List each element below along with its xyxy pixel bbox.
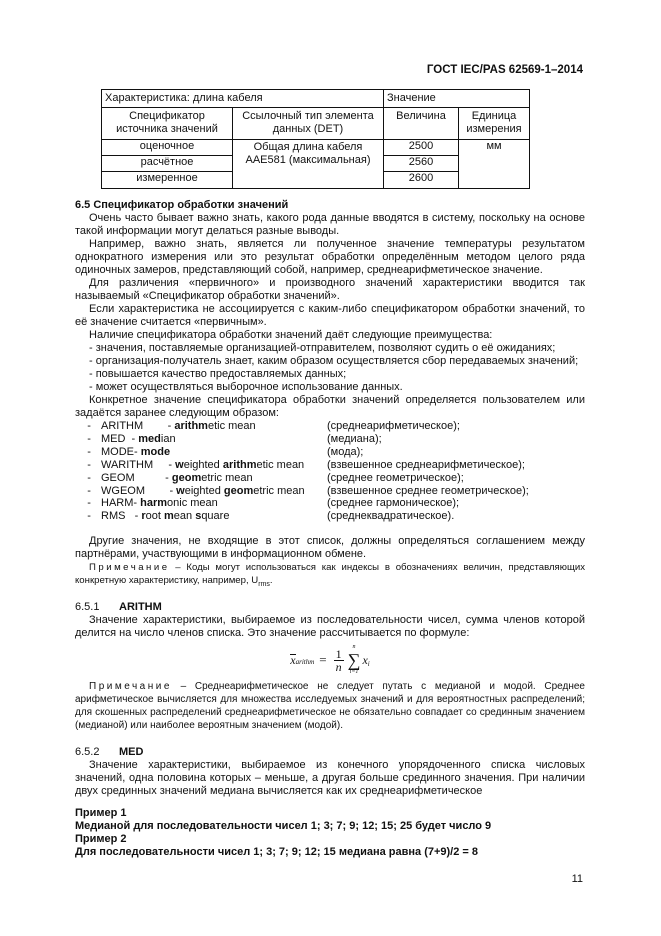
code-text: oot [145,510,164,523]
code-text: eighted [184,484,224,497]
formula-denominator: n [335,659,342,674]
code-text: quare [201,510,230,523]
code-definition [101,459,327,472]
code-definition [101,510,327,523]
code-text: RMS - [101,510,142,523]
note-label: Примечание [89,681,172,693]
bullet-item: - значения, поставляемые организацией-отправителем, позволяют судить о её ожиданиях; [89,342,556,354]
note-text: – Среднеарифметическое не следует путать с медианой и модой. Среднее арифметическое вычисляется для множества исследуемых значений и для вероятностных распределений; для скошенных распределений среднеарифметическое не обязательно совпадает со срединным значением (медианой) или наиболее вероятным значением (модой). [75,681,585,732]
paragraph: Значение характеристики, выбираемое из последовательности чисел, сумма членов которой делится на число членов списка. Это значение рассчитывается по формуле: [75,614,585,640]
code-list-item [75,472,585,485]
document-body [75,199,585,886]
code-emphasis: geom [171,471,202,484]
code-list-item [75,446,585,459]
list-dash: - [75,420,91,432]
code-emphasis: arithm [222,458,257,471]
note-end: . [269,575,273,587]
code-emphasis: w [176,484,185,497]
code-emphasis: harm [140,497,168,510]
example-1-text: Медианой для последовательности чисел 1; 3; 7; 9; 12; 15; 25 будет число 9 [75,820,492,833]
example-1-label: Пример 1 [75,807,127,820]
code-emphasis: arithm [174,420,208,432]
unit-header: Единица измерения [459,108,530,140]
code-text: onic mean [167,497,218,510]
code-text: GEOM - [101,471,172,484]
code-text: WARITHM - [101,458,176,471]
value-cell: 2500 [384,140,459,156]
value-cell: 2560 [384,156,459,172]
code-russian: (среднее геометрическое); [327,471,464,484]
code-list-item [75,497,585,510]
code-definition [101,497,327,510]
code-definition [101,485,327,498]
bullet-item: - организация-получатель знает, каким образом осуществляется сбор передаваемых значений; [89,355,579,367]
example-2-label: Пример 2 [75,833,127,846]
page-number: 11 [571,873,583,886]
code-text: etric mean [201,471,253,484]
code-list-item [75,433,585,446]
code-text: ian [160,432,176,445]
code-text: eighted [183,458,223,471]
code-emphasis: w [175,458,184,471]
code-russian: (взвешенное среднее геометрическое); [327,484,529,497]
code-definition [101,433,327,446]
formula-numerator: 1 [335,646,342,661]
code-text: etric mean [253,484,305,497]
value-header-cell: Значение [384,90,530,108]
section-heading: ARITHM [119,601,162,614]
paragraph: Конкретное значение спецификатора обработки значений определяется пользователем или задаётся заранее следующим образом: [75,394,585,419]
code-list-item [75,420,585,433]
spec-cell: расчётное [102,156,233,172]
code-emphasis: mode [140,445,171,458]
note-subscript: rms [258,581,270,589]
code-emphasis: med [138,432,161,445]
paragraph: Очень часто бывает важно знать, какого рода данные вводятся в систему, поскольку на основе такой информации могут делаться разные выводы. [75,212,585,237]
section-heading: 6.5 Спецификатор обработки значений [75,199,289,211]
code-text: ARITHM - [101,420,175,432]
code-russian: (среднеквадратическое). [327,510,455,523]
formula-x-bar: x [290,653,296,668]
code-emphasis: m [163,510,174,523]
section-heading: MED [119,746,144,759]
value-col-header: Величина [384,108,459,140]
cable-length-table [101,89,530,189]
paragraph: Если характеристика не ассоциируется с каким-либо спецификатором обработки значений, то её значение считается «первичным». [75,303,585,328]
code-list [75,420,585,523]
code-russian: (медиана); [327,432,382,445]
code-definition [101,420,327,433]
det-cell: Общая длина кабеля AAE581 (максимальная) [233,140,384,189]
bullet-item: - повышается качество предоставляемых данных; [89,368,347,380]
code-text: etic mean [207,420,256,432]
formula-sum-top: n [352,644,356,651]
code-definition [101,472,327,485]
example-2-text: Для последовательности чисел 1; 3; 7; 9; 12; 15 медиана равна (7+9)/2 = 8 [75,846,479,859]
code-text: MODE- [101,445,141,458]
code-russian: (среднее гармоническое); [327,497,460,510]
unit-cell: мм [459,140,530,189]
list-dash: - [75,484,91,497]
code-text: HARM- [101,497,141,510]
code-emphasis: s [195,510,202,523]
formula-sum: ∑ [347,650,361,671]
code-definition [101,446,327,459]
section-number: 6.5.1 [75,601,100,614]
document-header: ГОСТ IEC/PAS 62569-1–2014 [426,64,583,76]
section-6-5-1-note [75,680,585,732]
spec-header: Спецификатор источника значений [102,108,233,140]
formula-xi-subscript: i [367,659,370,668]
code-text: etic mean [256,458,305,471]
section-6-5-1 [75,601,585,640]
section-6-5 [75,199,585,420]
section-6-5-2 [75,746,585,859]
note [75,680,585,732]
list-dash: - [75,471,91,484]
list-dash: - [75,432,91,445]
code-text: ean [173,510,196,523]
note [75,561,585,587]
arithm-formula [75,642,585,678]
characteristic-cell: Характеристика: длина кабеля [102,90,384,108]
code-emphasis: geom [223,484,254,497]
paragraph: Например, важно знать, является ли полученное значение температуры результатом однократного измерения или это результат обработки определённым методом целого ряда одиночных замеров, представляющий собой, например, среднеарифметическое значение. [75,238,585,276]
code-list-item [75,485,585,498]
paragraph: Другие значения, не входящие в этот список, должны определяться соглашением между партнёрами, участвующими в информационном обмене. [75,535,585,561]
formula-equals: = [319,652,327,668]
code-list-item [75,510,585,523]
spec-cell: оценочное [102,140,233,156]
formula-xi: x [362,652,368,667]
section-number: 6.5.2 [75,746,100,759]
spec-cell: измеренное [102,172,233,189]
list-dash: - [75,458,91,471]
code-emphasis: r [141,510,146,523]
section-6-5-tail [75,535,585,587]
formula-subscript: arithm [295,658,315,667]
note-text: – Коды могут использоваться как индексы в обозначениях величин, представляющих конкретную характеристику, например, U [75,562,585,587]
code-russian: (взвешенное среднеарифметическое); [327,458,525,471]
list-dash: - [75,445,91,458]
code-list-item [75,459,585,472]
paragraph: Для различения «первичного» и производного значений характеристики вводится так называемый «Спецификатор обработки значений». [75,277,585,302]
list-dash: - [75,497,91,510]
paragraph: Наличие спецификатора обработки значений даёт следующие преимущества: [89,329,493,341]
list-dash: - [75,510,91,523]
code-text: WGEOM - [101,484,177,497]
bullet-item: - может осуществляться выборочное использование данных. [89,381,403,393]
det-header: Ссылочный тип элемента данных (DET) [233,108,384,140]
formula-sum-bottom: i=1 [349,669,359,676]
paragraph: Значение характеристики, выбираемое из конечного упорядоченного списка числовых значений, одна половина которых – меньше, а другая больше срединного значения. При наличии двух срединных значений медиана вычисляется как их среднеарифметическое [75,759,585,798]
code-text: MED - [101,432,139,445]
code-russian: (мода); [327,445,364,458]
note-label: Примечание [89,562,170,574]
value-cell: 2600 [384,172,459,189]
code-russian: (среднеарифметическое); [327,420,460,432]
